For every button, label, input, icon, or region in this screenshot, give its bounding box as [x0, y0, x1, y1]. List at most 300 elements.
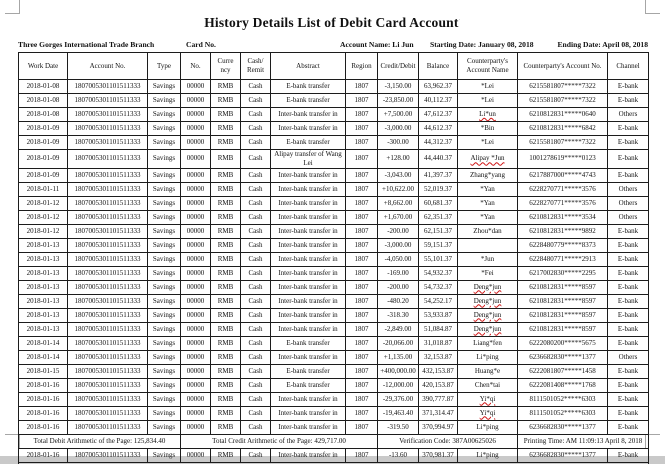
starting-date: Starting Date: January 08, 2018 — [430, 40, 534, 49]
cell-cash-remit: Cash — [241, 350, 271, 364]
cp-name-text: *Lei — [481, 96, 494, 105]
cell-cp-account-no: 6210812831*****8597 — [518, 308, 608, 322]
table-row — [19, 294, 649, 308]
col-header-cash-remit: Cash/ Remit — [241, 53, 271, 80]
cp-name-text: *Jun — [480, 254, 495, 263]
cell-account-no: 1807005301101511333 — [68, 108, 148, 122]
cp-name-text: *Fei — [481, 268, 494, 277]
table-row — [19, 336, 649, 350]
cell-no: 00000 — [181, 308, 211, 322]
cell-type: Savings — [148, 336, 181, 350]
cell-no: 00000 — [181, 196, 211, 210]
cp-name-text: Li*un — [479, 110, 496, 119]
cell-channel: E-bank — [608, 294, 649, 308]
table-row — [19, 378, 649, 392]
cell-currency: RMB — [211, 252, 241, 266]
cell-cp-account-no: 6222080200*****5675 — [518, 336, 608, 350]
cell-cash-remit: Cash — [241, 108, 271, 122]
cell-work-date: 2018-01-13 — [19, 294, 68, 308]
cell-credit-debit: -300.00 — [378, 136, 419, 150]
cell-abstract: Inter-bank transfer in — [271, 280, 346, 294]
cell-balance: 54,932.37 — [419, 266, 458, 280]
cell-channel: E-bank — [608, 94, 649, 108]
cell-type: Savings — [148, 168, 181, 182]
cell-type: Savings — [148, 122, 181, 136]
cell-cash-remit: Cash — [241, 294, 271, 308]
page-title-text: History Details List of Debit Card Account — [204, 15, 459, 30]
cell-cp-account-no: 6236682830*****1377 — [518, 350, 608, 364]
cell-currency: RMB — [211, 80, 241, 94]
cell-channel: Others — [608, 108, 649, 122]
cell-abstract: E-bank transfer — [271, 136, 346, 150]
cp-name-text: *Lei — [481, 138, 494, 147]
cell-no: 00000 — [181, 238, 211, 252]
cp-name-text: Deng*jun — [473, 296, 502, 305]
cell-balance: 51,084.87 — [419, 322, 458, 336]
cell-account-no: 1807005301101511333 — [68, 224, 148, 238]
cell-cp-account-no: 1001278619*****0123 — [518, 150, 608, 169]
cell-no: 00000 — [181, 150, 211, 169]
cell-cp-account-name — [458, 80, 518, 94]
cell-currency: RMB — [211, 448, 241, 462]
cell-currency: RMB — [211, 238, 241, 252]
cell-work-date: 2018-01-13 — [19, 322, 68, 336]
cell-balance: 420,153.87 — [419, 378, 458, 392]
cell-cash-remit: Cash — [241, 322, 271, 336]
cp-name-text: Zhou*dan — [473, 226, 502, 235]
cell-credit-debit: -29,376.00 — [378, 392, 419, 406]
table-row — [19, 136, 649, 150]
cell-cp-account-name — [458, 108, 518, 122]
cell-cash-remit: Cash — [241, 224, 271, 238]
cell-region: 1807 — [346, 80, 378, 94]
cell-abstract: Inter-bank transfer in — [271, 392, 346, 406]
cell-channel: Others — [608, 350, 649, 364]
transactions-table — [18, 52, 649, 464]
table-row — [19, 364, 649, 378]
cell-credit-debit: -19,463.40 — [378, 406, 419, 420]
cell-cp-account-name — [458, 150, 518, 169]
cell-credit-debit: -319.50 — [378, 420, 419, 434]
cell-cash-remit: Cash — [241, 336, 271, 350]
cell-currency: RMB — [211, 196, 241, 210]
cell-credit-debit: -318.30 — [378, 308, 419, 322]
cell-cash-remit: Cash — [241, 80, 271, 94]
cell-no: 00000 — [181, 266, 211, 280]
cell-cp-account-name — [458, 336, 518, 350]
cell-account-no: 1807005301101511333 — [68, 266, 148, 280]
col-header-cp-account-name: Counterparty's Account Name — [458, 53, 518, 80]
cell-abstract: Inter-bank transfer in — [271, 322, 346, 336]
cell-account-no: 1807005301101511333 — [68, 448, 148, 462]
cell-balance: 371,314.47 — [419, 406, 458, 420]
cell-currency: RMB — [211, 420, 241, 434]
cell-work-date: 2018-01-14 — [19, 350, 68, 364]
col-header-credit-debit: Credit/Debit — [378, 53, 419, 80]
cell-currency: RMB — [211, 168, 241, 182]
cell-no: 00000 — [181, 108, 211, 122]
cell-cash-remit: Cash — [241, 94, 271, 108]
cell-currency: RMB — [211, 136, 241, 150]
cell-balance: 40,112.37 — [419, 94, 458, 108]
cell-region: 1807 — [346, 364, 378, 378]
cell-account-no: 1807005301101511333 — [68, 252, 148, 266]
col-header-account-no: Account No. — [68, 53, 148, 80]
cell-no: 00000 — [181, 378, 211, 392]
col-header-abstract: Abstract — [271, 53, 346, 80]
total-credit: Total Credit Arithmetic of the Page: 429,717.00 — [181, 434, 378, 448]
cell-cash-remit: Cash — [241, 150, 271, 169]
cell-type: Savings — [148, 136, 181, 150]
cell-currency: RMB — [211, 322, 241, 336]
cell-region: 1807 — [346, 238, 378, 252]
cell-cp-account-name — [458, 322, 518, 336]
cell-type: Savings — [148, 448, 181, 462]
page-title — [0, 15, 665, 31]
cell-credit-debit: +400,000.00 — [378, 364, 419, 378]
cell-account-no: 1807005301101511333 — [68, 210, 148, 224]
cp-name-text: Yi*qi — [479, 394, 496, 403]
cell-cash-remit: Cash — [241, 364, 271, 378]
cell-no: 00000 — [181, 406, 211, 420]
crop-mark-top-left — [5, 0, 20, 14]
card-no-label: Card No. — [186, 40, 216, 49]
cell-credit-debit: -3,150.00 — [378, 80, 419, 94]
cell-cp-account-no: 8111501052*****6303 — [518, 392, 608, 406]
cell-account-no: 1807005301101511333 — [68, 196, 148, 210]
cp-name-text: Huang*e — [474, 366, 501, 375]
cell-cp-account-no: 6215581807*****7322 — [518, 136, 608, 150]
cell-cp-account-name — [458, 448, 518, 462]
cell-region: 1807 — [346, 252, 378, 266]
cell-balance: 31,018.87 — [419, 336, 458, 350]
cell-cp-account-no: 6215581807*****7322 — [518, 94, 608, 108]
cp-name-text: Li*ping — [476, 450, 499, 459]
cell-cp-account-name — [458, 294, 518, 308]
cell-credit-debit: -12,000.00 — [378, 378, 419, 392]
cell-account-no: 1807005301101511333 — [68, 150, 148, 169]
cell-cp-account-no: 6210812831*****3534 — [518, 210, 608, 224]
cell-region: 1807 — [346, 322, 378, 336]
cell-cash-remit: Cash — [241, 136, 271, 150]
cell-abstract: Inter-bank transfer in — [271, 294, 346, 308]
cp-name-text: Alipay *Jun — [470, 154, 505, 163]
cell-cp-account-no: 6210812831*****8597 — [518, 280, 608, 294]
cell-account-no: 1807005301101511333 — [68, 364, 148, 378]
branch-name: Three Gorges International Trade Branch — [18, 40, 155, 49]
cell-currency: RMB — [211, 406, 241, 420]
cell-type: Savings — [148, 294, 181, 308]
cell-type: Savings — [148, 308, 181, 322]
cell-channel: E-bank — [608, 392, 649, 406]
cell-region: 1807 — [346, 406, 378, 420]
cell-currency: RMB — [211, 378, 241, 392]
cell-work-date: 2018-01-16 — [19, 406, 68, 420]
cell-region: 1807 — [346, 350, 378, 364]
table-row — [19, 108, 649, 122]
cell-abstract: E-bank transfer — [271, 80, 346, 94]
crop-mark-top-right — [645, 0, 660, 14]
cell-credit-debit: -13.60 — [378, 448, 419, 462]
cell-account-no: 1807005301101511333 — [68, 182, 148, 196]
cell-currency: RMB — [211, 182, 241, 196]
cell-cp-account-no: 8111501052*****6303 — [518, 406, 608, 420]
cell-type: Savings — [148, 378, 181, 392]
table-row — [19, 210, 649, 224]
table-row — [19, 350, 649, 364]
cp-name-text: *Lei — [481, 82, 494, 91]
cell-no: 00000 — [181, 336, 211, 350]
cell-abstract: Inter-bank transfer in — [271, 252, 346, 266]
cp-name-text: *Bin — [480, 124, 495, 133]
cell-region: 1807 — [346, 136, 378, 150]
cell-currency: RMB — [211, 392, 241, 406]
cell-cp-account-no: 6217887000*****4743 — [518, 168, 608, 182]
cell-channel: Others — [608, 196, 649, 210]
cell-abstract: E-bank transfer — [271, 364, 346, 378]
cell-cp-account-name — [458, 378, 518, 392]
cell-type: Savings — [148, 364, 181, 378]
cell-type: Savings — [148, 108, 181, 122]
cell-cp-account-no: 6228480779*****8373 — [518, 238, 608, 252]
cell-channel: Others — [608, 182, 649, 196]
table-row — [19, 252, 649, 266]
cell-type: Savings — [148, 94, 181, 108]
cell-credit-debit: -200.00 — [378, 224, 419, 238]
cell-balance: 370,981.37 — [419, 448, 458, 462]
cell-channel: E-bank — [608, 336, 649, 350]
cp-name-text: Li*ping — [476, 422, 499, 431]
cell-cash-remit: Cash — [241, 266, 271, 280]
cell-currency: RMB — [211, 108, 241, 122]
cell-region: 1807 — [346, 94, 378, 108]
account-info-line — [0, 40, 665, 51]
cell-balance: 63,962.37 — [419, 80, 458, 94]
cell-no: 00000 — [181, 420, 211, 434]
cell-cp-account-no: 6228480771*****2913 — [518, 252, 608, 266]
cell-account-no: 1807005301101511333 — [68, 350, 148, 364]
cell-no: 00000 — [181, 294, 211, 308]
cell-abstract: Inter-bank transfer in — [271, 182, 346, 196]
cell-currency: RMB — [211, 336, 241, 350]
cell-cash-remit: Cash — [241, 238, 271, 252]
cell-type: Savings — [148, 182, 181, 196]
cell-account-no: 1807005301101511333 — [68, 136, 148, 150]
cell-credit-debit: +128.00 — [378, 150, 419, 169]
cell-account-no: 1807005301101511333 — [68, 80, 148, 94]
cell-abstract: Inter-bank transfer in — [271, 448, 346, 462]
cell-no: 00000 — [181, 122, 211, 136]
cell-region: 1807 — [346, 224, 378, 238]
table-row — [19, 308, 649, 322]
cell-work-date: 2018-01-16 — [19, 392, 68, 406]
cell-cash-remit: Cash — [241, 196, 271, 210]
cell-work-date: 2018-01-12 — [19, 196, 68, 210]
col-header-channel: Channel — [608, 53, 649, 80]
cell-channel: E-bank — [608, 378, 649, 392]
cell-channel: E-bank — [608, 80, 649, 94]
cell-cp-account-no: 6210812831*****8597 — [518, 294, 608, 308]
cell-type: Savings — [148, 196, 181, 210]
cell-channel: E-bank — [608, 252, 649, 266]
cell-type: Savings — [148, 224, 181, 238]
cp-name-text: Deng*jun — [473, 324, 502, 333]
cell-work-date: 2018-01-15 — [19, 364, 68, 378]
cell-channel: E-bank — [608, 266, 649, 280]
total-debit: Total Debit Arithmetic of the Page: 125,834.40 — [19, 434, 181, 448]
cell-channel: E-bank — [608, 280, 649, 294]
cell-cash-remit: Cash — [241, 168, 271, 182]
cell-cp-account-name — [458, 196, 518, 210]
cell-abstract: E-bank transfer — [271, 336, 346, 350]
paragraph-mark: · — [458, 17, 461, 24]
cell-currency: RMB — [211, 350, 241, 364]
cell-no: 00000 — [181, 280, 211, 294]
cell-channel: E-bank — [608, 420, 649, 434]
cell-balance: 370,994.97 — [419, 420, 458, 434]
cell-work-date: 2018-01-08 — [19, 94, 68, 108]
cell-region: 1807 — [346, 308, 378, 322]
cell-account-no: 1807005301101511333 — [68, 322, 148, 336]
cell-channel: Others — [608, 210, 649, 224]
cell-channel: E-bank — [608, 406, 649, 420]
cell-cp-account-name — [458, 182, 518, 196]
cell-cp-account-no: 6222081408*****1768 — [518, 378, 608, 392]
cell-cp-account-no: 6210812831*****0640 — [518, 108, 608, 122]
cell-work-date: 2018-01-16 — [19, 448, 68, 462]
cell-currency: RMB — [211, 280, 241, 294]
cell-type: Savings — [148, 420, 181, 434]
cell-cash-remit: Cash — [241, 182, 271, 196]
cell-work-date: 2018-01-08 — [19, 108, 68, 122]
cell-channel: E-bank — [608, 136, 649, 150]
cell-channel: E-bank — [608, 448, 649, 462]
cell-credit-debit: -20,066.00 — [378, 336, 419, 350]
cell-type: Savings — [148, 350, 181, 364]
cell-balance: 62,151.37 — [419, 224, 458, 238]
cell-cp-account-name — [458, 280, 518, 294]
cell-cp-account-no: 6228270771*****3576 — [518, 196, 608, 210]
cell-type: Savings — [148, 322, 181, 336]
cell-abstract: Inter-bank transfer in — [271, 350, 346, 364]
cell-no: 00000 — [181, 182, 211, 196]
table-row — [19, 196, 649, 210]
cell-account-no: 1807005301101511333 — [68, 238, 148, 252]
cell-region: 1807 — [346, 392, 378, 406]
cell-work-date: 2018-01-11 — [19, 182, 68, 196]
col-header-work-date: Work Date — [19, 53, 68, 80]
cell-no: 00000 — [181, 210, 211, 224]
table-row — [19, 122, 649, 136]
cell-no: 00000 — [181, 80, 211, 94]
cell-credit-debit: -3,000.00 — [378, 238, 419, 252]
cell-balance: 59,151.37 — [419, 238, 458, 252]
cell-balance: 432,153.87 — [419, 364, 458, 378]
cell-channel: E-bank — [608, 168, 649, 182]
cp-name-text: Chen*tai — [474, 380, 501, 389]
cp-name-text: *Yan — [480, 212, 495, 221]
cell-balance: 53,933.87 — [419, 308, 458, 322]
cell-region: 1807 — [346, 122, 378, 136]
cell-region: 1807 — [346, 196, 378, 210]
cell-credit-debit: -3,043.00 — [378, 168, 419, 182]
cell-cash-remit: Cash — [241, 406, 271, 420]
col-header-no: No. — [181, 53, 211, 80]
cell-abstract: Inter-bank transfer in — [271, 266, 346, 280]
col-header-currency: Curre ncy — [211, 53, 241, 80]
cell-credit-debit: -480.20 — [378, 294, 419, 308]
cell-cp-account-name — [458, 136, 518, 150]
cell-balance: 62,351.37 — [419, 210, 458, 224]
cell-region: 1807 — [346, 210, 378, 224]
cp-name-text: Li*ping — [476, 352, 499, 361]
cell-cash-remit: Cash — [241, 280, 271, 294]
cell-work-date: 2018-01-13 — [19, 252, 68, 266]
cp-name-text: Deng*jun — [473, 310, 502, 319]
cell-region: 1807 — [346, 280, 378, 294]
cell-channel: E-bank — [608, 322, 649, 336]
cell-credit-debit: -169.00 — [378, 266, 419, 280]
table-row — [19, 392, 649, 406]
cell-cp-account-name — [458, 266, 518, 280]
cell-cp-account-name — [458, 406, 518, 420]
cp-name-text: Zhang*yang — [470, 170, 505, 179]
cell-balance: 44,440.37 — [419, 150, 458, 169]
cell-credit-debit: -200.00 — [378, 280, 419, 294]
cell-currency: RMB — [211, 122, 241, 136]
cell-account-no: 1807005301101511333 — [68, 420, 148, 434]
cell-work-date: 2018-01-09 — [19, 168, 68, 182]
cell-cp-account-name — [458, 392, 518, 406]
cell-no: 00000 — [181, 136, 211, 150]
cell-type: Savings — [148, 280, 181, 294]
header-row — [19, 53, 649, 80]
col-header-type: Type — [148, 53, 181, 80]
cell-credit-debit: +1,670.00 — [378, 210, 419, 224]
cell-type: Savings — [148, 406, 181, 420]
cell-cp-account-no: 6210812831*****9892 — [518, 224, 608, 238]
table-row — [19, 150, 649, 169]
cell-balance: 54,252.17 — [419, 294, 458, 308]
cell-cp-account-name — [458, 252, 518, 266]
cell-balance: 41,397.37 — [419, 168, 458, 182]
cell-cp-account-no: 6222081807*****1458 — [518, 364, 608, 378]
cell-abstract: Inter-bank transfer in — [271, 108, 346, 122]
cell-currency: RMB — [211, 294, 241, 308]
cell-abstract: Inter-bank transfer in — [271, 196, 346, 210]
cell-region: 1807 — [346, 108, 378, 122]
cell-cp-account-name — [458, 168, 518, 182]
cell-work-date: 2018-01-13 — [19, 238, 68, 252]
cell-channel: E-bank — [608, 150, 649, 169]
cell-account-no: 1807005301101511333 — [68, 294, 148, 308]
cell-balance: 47,612.37 — [419, 108, 458, 122]
cell-no: 00000 — [181, 168, 211, 182]
cp-name-text: *Yan — [480, 198, 495, 207]
cell-account-no: 1807005301101511333 — [68, 168, 148, 182]
cell-currency: RMB — [211, 308, 241, 322]
cell-cp-account-no: 6228270771*****3576 — [518, 182, 608, 196]
table-row — [19, 94, 649, 108]
cell-credit-debit: +10,622.00 — [378, 182, 419, 196]
cell-no: 00000 — [181, 364, 211, 378]
cp-name-text: Deng*jun — [473, 282, 502, 291]
table-row — [19, 182, 649, 196]
cell-currency: RMB — [211, 266, 241, 280]
cell-account-no: 1807005301101511333 — [68, 336, 148, 350]
cell-cp-account-name — [458, 94, 518, 108]
cell-no: 00000 — [181, 252, 211, 266]
